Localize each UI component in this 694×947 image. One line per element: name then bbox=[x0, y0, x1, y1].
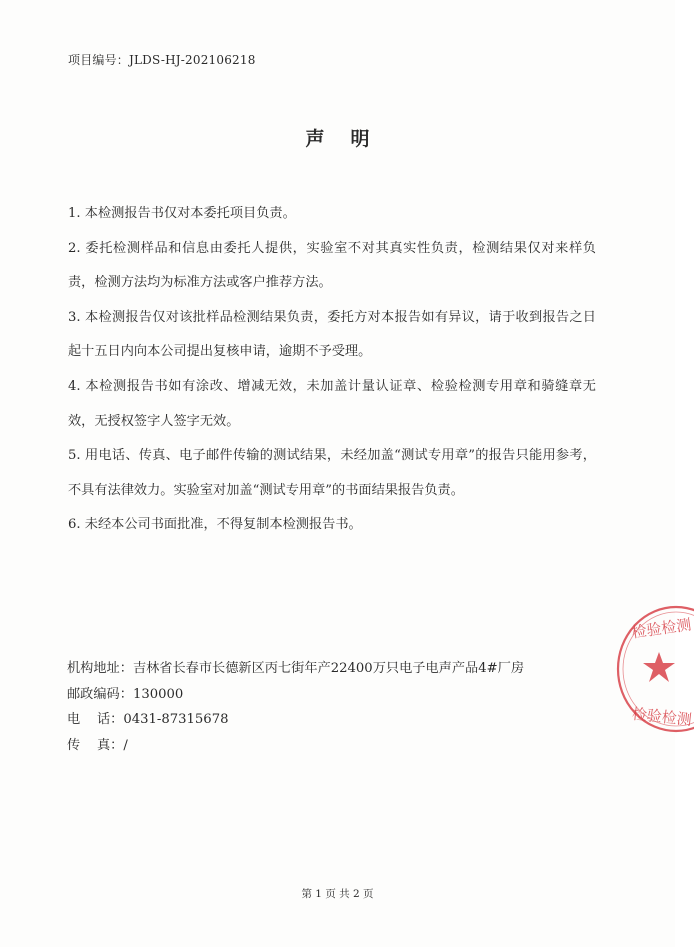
phone-label: 电 话： bbox=[67, 712, 124, 727]
postcode-value: 130000 bbox=[132, 686, 184, 702]
page-title: 声明 bbox=[305, 128, 396, 150]
fax-label: 传 真： bbox=[67, 737, 124, 753]
inspection-seal-stamp bbox=[614, 594, 694, 744]
clause-1: 1. 本检测报告书仅对本委托项目负责。 bbox=[68, 206, 296, 221]
svg-text:检验检测: 检验检测 bbox=[630, 615, 693, 642]
fax-row bbox=[67, 733, 524, 759]
clause-6: 6. 未经本公司书面批准，不得复制本检测报告书。 bbox=[68, 517, 362, 533]
fax-value: / bbox=[123, 737, 128, 753]
clause-5: 5. 用电话、传真、电子邮件传输的测试结果，未经加盖“测试专用章”的报告只能用参考，不具有法律效力。实验室对加盖“测试专用章”的书面结果报告负责。 bbox=[68, 448, 596, 498]
page-footer: 第 1 页 共 2 页 bbox=[301, 888, 374, 900]
svg-text:检验检测: 检验检测 bbox=[631, 704, 693, 729]
postcode-label: 邮政编码： bbox=[67, 686, 133, 702]
clause-4: 4. 本检测报告书如有涂改、增减无效，未加盖计量认证章、检验检测专用章和骑缝章无效，无授权签字人签字无效。 bbox=[68, 378, 596, 429]
address-row bbox=[67, 656, 524, 682]
statement-clauses bbox=[68, 197, 596, 543]
phone-value: 0431-87315678 bbox=[123, 712, 229, 727]
project-number: 项目编号：JLDS-HJ-202106218 bbox=[68, 53, 256, 67]
contact-info bbox=[67, 656, 524, 758]
clause-3: 3. 本检测报告仅对该批样品检测结果负责，委托方对本报告如有异议，请于收到报告之日起十五日内向本公司提出复核申请，逾期不予受理。 bbox=[68, 309, 596, 360]
postcode-row bbox=[67, 682, 524, 708]
clause-2: 2. 委托检测样品和信息由委托人提供，实验室不对其真实性负责，检测结果仅对来样负责，检测方法均为标准方法或客户推荐方法。 bbox=[68, 240, 596, 291]
address-value: 吉林省长春市长德新区丙七街年产22400万只电子电声产品4#厂房 bbox=[132, 661, 525, 676]
address-label: 机构地址： bbox=[67, 661, 133, 676]
phone-row bbox=[67, 707, 524, 733]
